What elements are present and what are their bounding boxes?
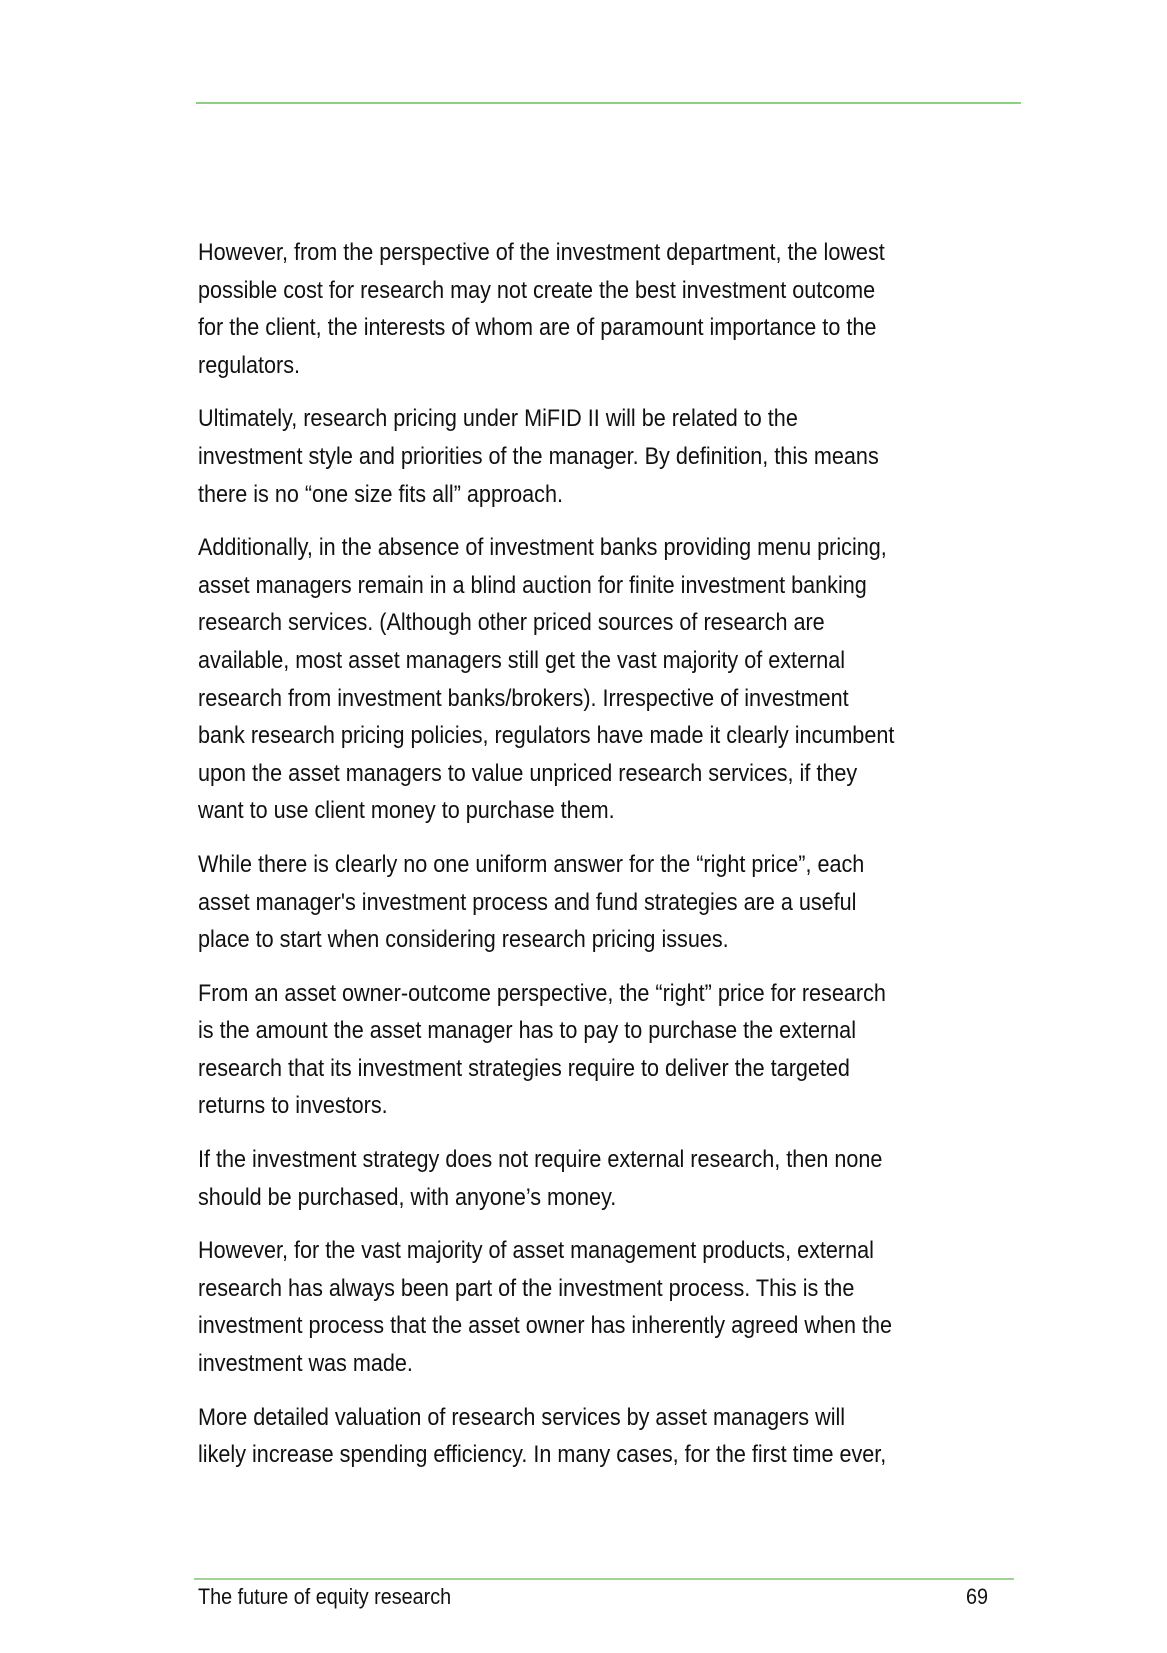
- text-line: place to start when considering research pricing issues.: [198, 926, 729, 954]
- text-line: is the amount the asset manager has to pay to purchase the external: [198, 1017, 856, 1045]
- text-line: for the client, the interests of whom are of paramount importance to the: [198, 314, 877, 342]
- paragraph: [198, 1141, 1038, 1216]
- text-line: More detailed valuation of research services by asset managers will: [198, 1403, 846, 1431]
- text-line: However, for the vast majority of asset management products, external: [198, 1237, 874, 1265]
- text-line: Additionally, in the absence of investment banks providing menu pricing,: [198, 534, 887, 562]
- text-line: bank research pricing policies, regulators have made it clearly incumbent: [198, 722, 895, 750]
- text-line: investment was made.: [198, 1350, 413, 1378]
- text-line: If the investment strategy does not require external research, then none: [198, 1146, 883, 1174]
- paragraph: [198, 846, 1038, 959]
- text-line: research has always been part of the investment process. This is the: [198, 1274, 855, 1302]
- text-line: research services. (Although other priced sources of research are: [198, 609, 825, 637]
- text-line: likely increase spending efficiency. In many cases, for the first time ever,: [198, 1441, 887, 1469]
- text-line: want to use client money to purchase them.: [198, 797, 615, 825]
- text-line: research that its investment strategies require to deliver the targeted: [198, 1054, 850, 1082]
- text-line: there is no “one size fits all” approach.: [198, 480, 563, 508]
- text-line: However, from the perspective of the investment department, the lowest: [198, 239, 885, 266]
- footer-title: The future of equity research: [198, 1584, 452, 1609]
- paragraph: [198, 529, 1038, 830]
- header-rule: [196, 102, 1021, 104]
- text-line: upon the asset managers to value unpriced research services, if they: [198, 759, 858, 787]
- text-line: investment process that the asset owner has inherently agreed when the: [198, 1312, 893, 1340]
- text-line: From an asset owner-outcome perspective, the “right” price for research: [198, 979, 886, 1007]
- paragraph: [198, 1232, 1038, 1382]
- text-line: research from investment banks/brokers). Irrespective of investment: [198, 684, 849, 712]
- text-line: should be purchased, with anyone’s money.: [198, 1183, 617, 1211]
- text-line: asset managers remain in a blind auction for finite investment banking: [198, 571, 867, 599]
- page-body: [198, 234, 1038, 1490]
- paragraph: [198, 234, 1038, 384]
- text-line: returns to investors.: [198, 1092, 388, 1120]
- text-line: While there is clearly no one uniform answer for the “right price”, each: [198, 850, 865, 878]
- paragraph: [198, 400, 1038, 513]
- paragraph: [198, 1399, 1038, 1474]
- text-line: possible cost for research may not create the best investment outcome: [198, 276, 876, 304]
- text-line: available, most asset managers still get the vast majority of external: [198, 646, 846, 674]
- text-line: asset manager's investment process and fund strategies are a useful: [198, 888, 857, 916]
- text-line: regulators.: [198, 351, 301, 379]
- paragraph: [198, 975, 1038, 1125]
- text-line: investment style and priorities of the manager. By definition, this means: [198, 442, 879, 470]
- page-number: 69: [966, 1584, 989, 1609]
- footer-rule: [194, 1578, 1014, 1580]
- text-line: Ultimately, research pricing under MiFID II will be related to the: [198, 405, 798, 433]
